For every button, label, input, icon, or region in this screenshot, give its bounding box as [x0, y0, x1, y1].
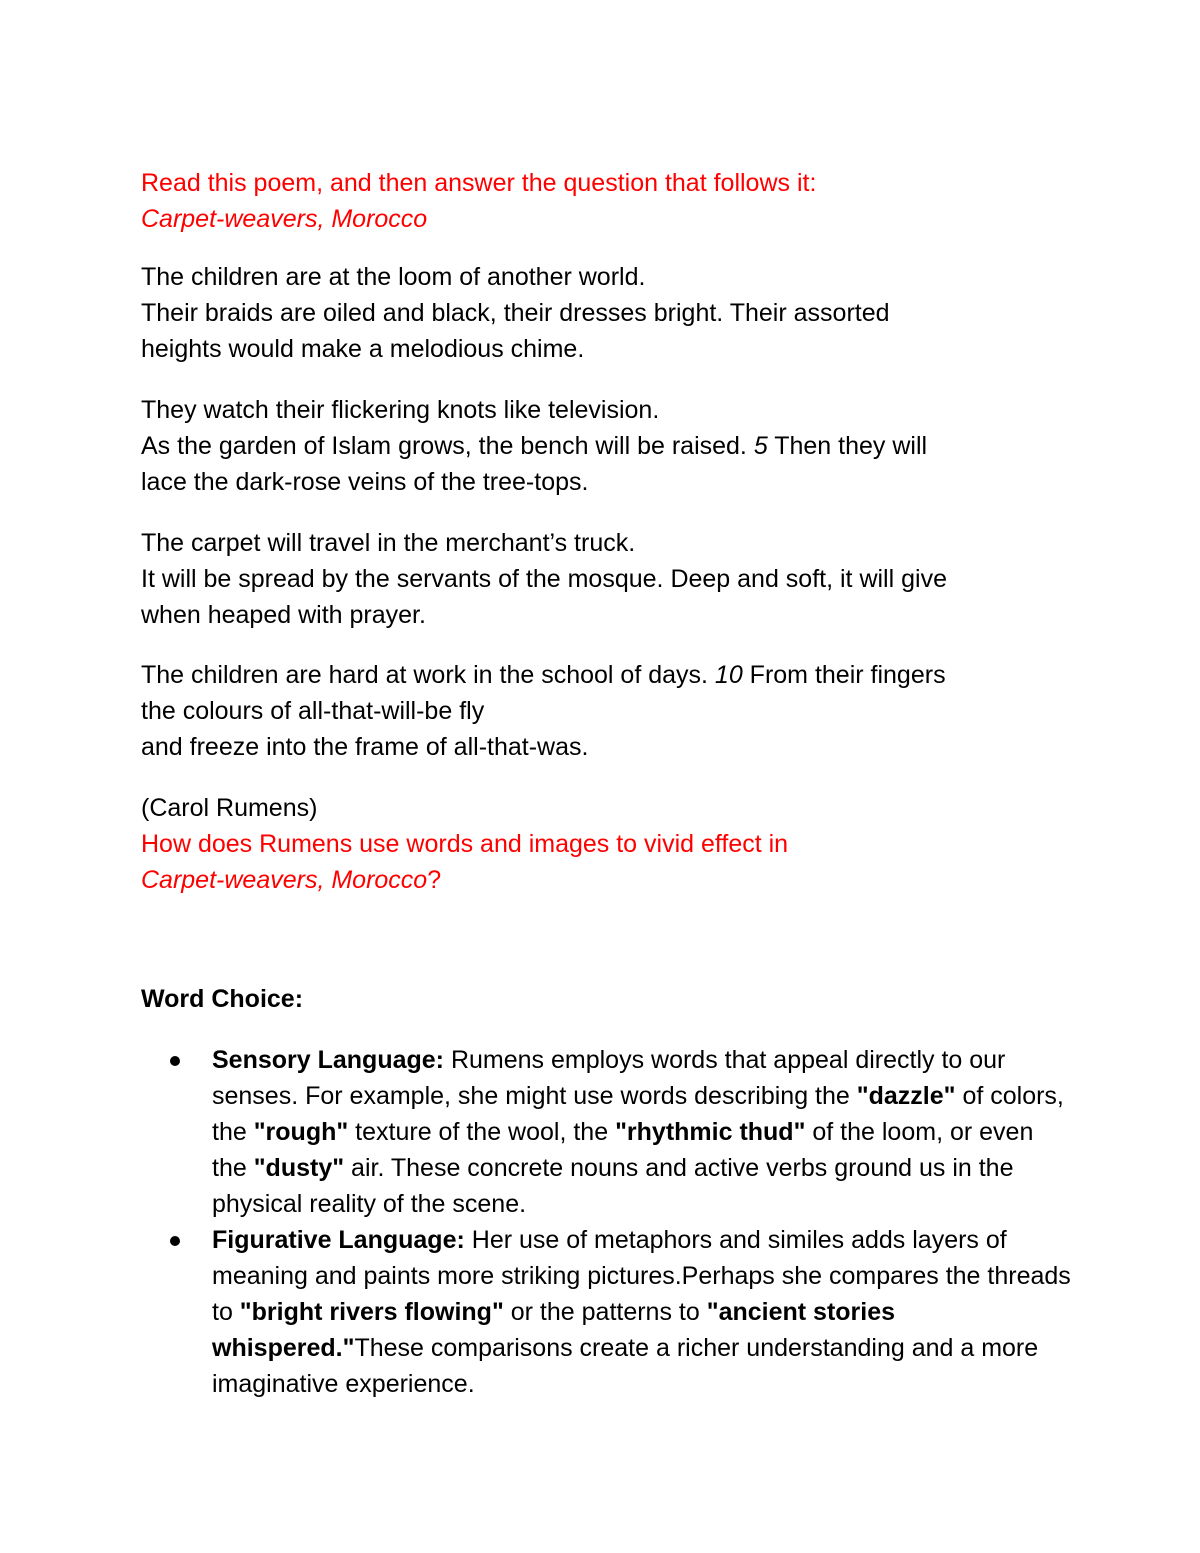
poem-line: It will be spread by the servants of the mosque. Deep and soft, it will give — [141, 565, 947, 593]
poem-stanza-1 — [141, 259, 1061, 367]
poem-line — [141, 657, 1061, 693]
quoted-word: "bright rivers flowing" — [239, 1298, 504, 1326]
poem-line: The children are at the loom of another world. — [141, 263, 646, 291]
line-number: 5 — [753, 432, 768, 460]
bullet-list — [141, 1042, 1071, 1402]
list-item — [141, 1042, 1071, 1222]
bullet-text: air. These concrete nouns and active verbs ground us in the physical reality of the scene. — [212, 1154, 1014, 1218]
closing-section — [141, 790, 1061, 898]
poem-author: (Carol Rumens) — [141, 794, 318, 822]
poem-line-part: From their fingers — [742, 661, 946, 689]
bullet-text: Her use of metaphors and similes adds layers of meaning and paints more striking pictures.Perhaps she compares the threads to — [212, 1226, 1071, 1326]
bullet-text: of colors, the — [212, 1082, 1064, 1146]
bullet-label: Figurative Language: — [212, 1226, 465, 1254]
poem-line: heights would make a melodious chime. — [141, 335, 585, 363]
bullet-text: of the loom, or even the — [212, 1118, 1034, 1182]
list-item — [141, 1222, 1071, 1402]
intro-section — [141, 165, 1061, 237]
question-poem-title: Carpet-weavers, Morocco — [141, 866, 428, 894]
poem-line: and freeze into the frame of all-that-was. — [141, 733, 589, 761]
poem-line: when heaped with prayer. — [141, 601, 426, 629]
quoted-word: "rough" — [253, 1118, 349, 1146]
poem-line: Their braids are oiled and black, their dresses bright. Their assorted — [141, 299, 890, 327]
bullet-text: texture of the wool, the — [348, 1118, 616, 1146]
poem-line-part: As the garden of Islam grows, the bench will be raised. — [141, 432, 754, 460]
quoted-word: "rhythmic thud" — [615, 1118, 806, 1146]
poem-line: The carpet will travel in the merchant’s truck. — [141, 529, 636, 557]
bullet-text: These comparisons create a richer understanding and a more imaginative experience. — [212, 1334, 1039, 1398]
poem-stanza-2 — [141, 392, 1061, 500]
poem-line-part: The children are hard at work in the school of days. — [141, 661, 715, 689]
quoted-word: "dazzle" — [856, 1082, 956, 1110]
line-number: 10 — [714, 661, 743, 689]
poem-line: They watch their flickering knots like television. — [141, 396, 660, 424]
question-mark: ? — [427, 866, 442, 894]
bullet-text: or the patterns to — [503, 1298, 707, 1326]
bullet-text: Rumens employs words that appeal directly to our senses. For example, she might use words describing the — [212, 1046, 1006, 1110]
bullet-icon — [170, 1056, 180, 1066]
quoted-word: "dusty" — [253, 1154, 345, 1182]
quoted-word: "ancient stories whispered." — [212, 1298, 896, 1362]
instruction-text: Read this poem, and then answer the question that follows it: — [141, 169, 817, 197]
poem-line: lace the dark-rose veins of the tree-tops. — [141, 468, 589, 496]
bullet-icon — [170, 1236, 180, 1246]
poem-stanza-3 — [141, 525, 1061, 633]
poem-title: Carpet-weavers, Morocco — [141, 205, 428, 233]
poem-stanza-4 — [141, 657, 1061, 765]
question-text: How does Rumens use words and images to vivid effect in — [141, 830, 789, 858]
question-title-line — [141, 862, 1061, 898]
section-heading: Word Choice: — [141, 985, 304, 1013]
bullet-label: Sensory Language: — [212, 1046, 444, 1074]
poem-line-part: Then they will — [767, 432, 928, 460]
poem-line: the colours of all-that-will-be fly — [141, 697, 485, 725]
poem-line — [141, 428, 1061, 464]
